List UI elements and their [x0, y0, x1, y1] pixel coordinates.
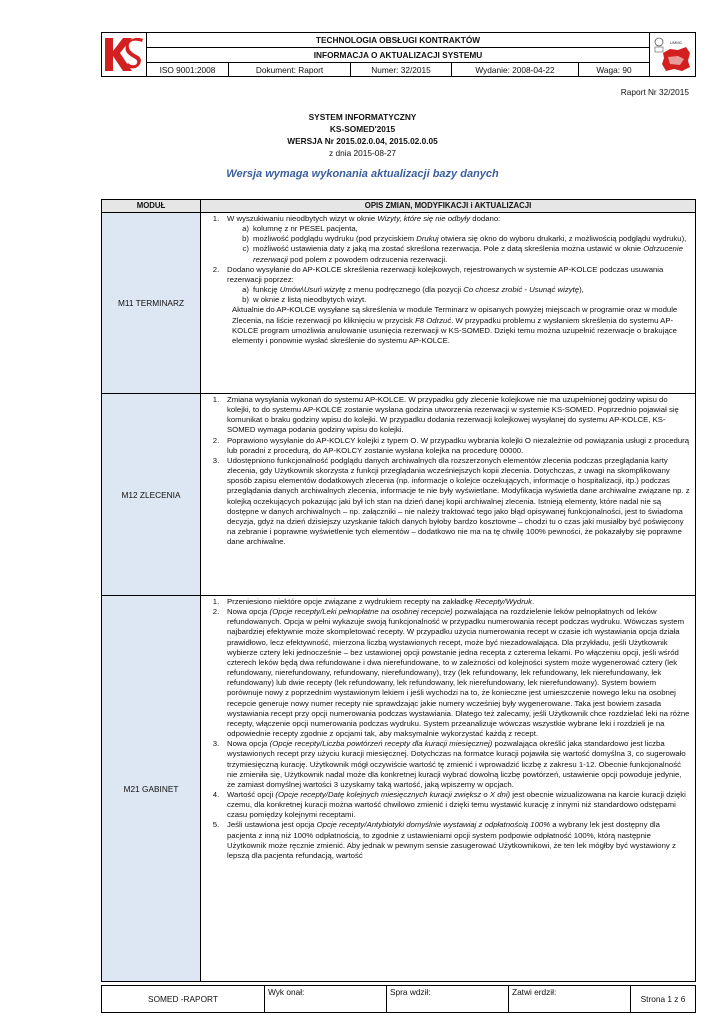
footer-executed-by: Wyk onał:	[265, 986, 387, 1012]
footer-product: SOMED -RAPORT	[102, 986, 265, 1012]
list-item: 2. Poprawiono wysyłanie do AP-KOLCY kolejki z typem O. W przypadku wybrania kolejki O niezależnie od powiązania usługi z procedurą lub poradni z procedurą, do AP-KOLCY zostanie wysłana kolejka na procedurę 00000.	[212, 435, 690, 455]
description-m11	[201, 213, 695, 393]
certification-logo	[649, 33, 695, 76]
footer-checked-by: Spra wdził:	[387, 986, 509, 1012]
list-item: 2. Dodano wysyłanie do AP-KOLCE skreślenia rezerwacji kolejkowych, rejestrowanych w systemie AP-KOLCE podczas usuwania rezerwacji poprzez:	[212, 264, 664, 284]
header-meta-row	[147, 63, 649, 77]
changes-table	[101, 199, 696, 982]
description-m12	[201, 394, 695, 595]
document-header	[101, 32, 696, 77]
system-name: SYSTEM INFORMATYCZNY	[308, 112, 417, 122]
list-item: 2. Nowa opcja (Opcje recepty/Leki pełnopłatne na osobnej recepcie) pozwalająca na rozdzielenie leków pełnopłatnych od leków refundowanych. Opcja w pełni wykazuje swoją funkcjonalność w przypadku numerowania recept podczas wydruku. Wówczas system najbardziej efektywnie może skompletować recepty. W przypadku użycia numerowania recept w czasie ich wystawiania opcja działa prawidłowo, lecz efektywność, mierzona liczbą wystawionych recept, może być niezadowalająca. Dla przykładu, jeśli Użytkownik wybierze cztery leki jednocześnie – bez ustawionej opcji powstanie jedna recepta z czterema lekami. Po włączeniu opcji, jeśli wśród czterech leków będą dwa refundowane i dwa nierefundowane, to w zależności od kolejności system może wygenerować cztery (lek refundowany, nierefundowany, refundowany, nierefundowany), trzy (lek refundowany, lek refundowany, lek nierefundowany, lek refundowany) lub dwie recepty (lek refundowany, lek refundowany, lek nierefundowany, lek nierefundowany). System bowiem porównuje nowy z poprzednim wystawionym lekiem i jeśli wychodzi na to, że konieczne jest umieszczenie nowego leku na osobnej recepcie generuje nowy numer recepty nie sprawdzając jakie numery wcześniej były wygenerowane. Taka jest bowiem zasada wystawiania recept przy opcji numerowania podczas wystawiania. Dlatego też zalecamy, jeśli Użytkownik chce rozdzielać leki na różne recepty, włączenie opcji numerowania podczas wydruku. System przeanalizuje wówczas wszystkie wybrane leki i rozdzieli je na odpowiednie recepty zgodnie z opcjami tak, aby maksymalnie wykorzystać każdą z recept.	[212, 607, 690, 739]
db-update-notice: Wersja wymaga wykonania aktualizacji bazy danych	[226, 168, 499, 180]
description-m21	[201, 596, 695, 981]
list-item: 1. Przeniesiono niektóre opcje związane z wydrukiem recepty na zakładkę Recepty/Wydruk.	[212, 597, 535, 606]
sub-item: c) możliwość ustawienia daty z jaką ma zostać skreślona rezerwacja. Pole z datą skreślenia można ustawić w oknie Odrzucenie rezerwacji pod polem z powodem odrzucenia rezerwacji.	[242, 244, 683, 264]
header-iso: ISO 9001:2008	[147, 63, 229, 77]
table-row-m21	[102, 596, 695, 981]
system-version: WERSJA Nr 2015.02.0.04, 2015.02.0.05	[287, 136, 438, 146]
list-item: 4. Wartość opcji (Opcje recepty/Datę kolejnych miesięcznych kuracji zwiększ o X dni) jest obecnie wizualizowana na karcie kuracji dzięki czemu, dla konkretnej kuracji można wartość chwilowo zmienić i dzięki temu wystawić kurację z innymi niż standardowo odstępami czasu pomiędzy kolejnymi receptami.	[212, 789, 686, 820]
header-issue: Wydanie: 2008-04-22	[452, 63, 579, 77]
list-item: 1. W wyszukiwaniu nieodbytych wizyt w oknie Wizyty, które się nie odbyły dodano:	[212, 214, 501, 223]
paragraph: Aktualnie do AP-KOLCE wysyłane są skreślenia w module Terminarz w opisanych powyżej miejscach w programie oraz w module Zlecenia, na liście rezerwacji po kliknięciu w przycisk F8 Odrzuć. W przypadku problemu z wysłaniem skreślenia do systemu AP-KOLCE program umożliwia anulowanie usunięcia rezerwacji w KS-SOMED. Dzięki temu można uzupełnić rezerwacje o brakujące elementy i ponownie wysłać skreślenie do systemu AP-KOLCE.	[232, 305, 678, 345]
ks-logo	[102, 33, 147, 76]
certification-logo-text: UMMC	[670, 40, 683, 45]
document-footer	[101, 985, 696, 1013]
report-number: Raport Nr 32/2015	[620, 87, 689, 97]
module-m21: M21 GABINET	[102, 596, 201, 981]
system-date: z dnia 2015-08-27	[329, 148, 396, 158]
header-document: Dokument: Raport	[229, 63, 351, 77]
list-item: 3. Udostępniono funkcjonalność podglądu danych archiwalnych dla rozszerzonych elementów zlecenia podczas przeglądania karty zlecenia, gdy Użytkownik skorzysta z funkcji przeglądania wcześniejszych kopii zlecenia. Dotychczas, z uwagi na skomplikowany sposób zapisu elementów dodatkowych zlecenia (np. informacje o kolejce oczekujących, informacje o hospitalizacji, itp.) podczas przeglądania danych archiwalnych zlecenia, informacje te nie były wyświetlane. Modyfikacja wyświetla dane archiwalne związane np. z kolejką oczekujących pokazując jaki był ich stan na dzień danej kopii archiwalnej zlecenia. Istnieją elementy, które nadal nie są dostępne w danych archiwalnych – np. załączniki – nie należy traktować tego jako błąd opisywanej funkcjonalności, jest to świadoma decyzja, gdyż na dzień dzisiejszy uzyskanie takich danych byłoby bardzo kosztowne – chodzi tu o czas jaki musiałby być poświęcony na zebranie i poprawne wyświetlenie tych elementów – dodatkowo nie ma na tę chwilę 100% pewności, że pokazałyby się poprawne dane archiwalne.	[212, 455, 690, 547]
header-info	[147, 33, 649, 76]
header-title: TECHNOLOGIA OBSŁUGI KONTRAKTÓW	[147, 33, 649, 48]
list-item: 1. Zmiana wysyłania wykonań do systemu AP-KOLCE. W przypadku gdy zlecenie kolejkowe nie ma uzupełnionej godziny wpisu do kolejki, to do systemu AP-KOLCE zostanie wysłana godzina utworzenia rezerwacji w systemie KS-SOMED. Poprzednio pojawiał się komunikat o braku godziny wpisu do kolejki. W przypadku dodania rezerwacji kolejkowej wysyłanej do systemu AP-KOLCE, KS-SOMED wymaga podania godziny wpisu do kolejki.	[212, 395, 679, 435]
sub-item: b) w oknie z listą nieodbytych wizyt.	[242, 295, 367, 305]
table-row-m12	[102, 394, 695, 596]
table-header	[102, 200, 695, 213]
header-number: Numer: 32/2015	[351, 63, 452, 77]
column-module: MODUŁ	[102, 200, 201, 212]
sub-item: b) możliwość podglądu wydruku (pod przyciskiem Drukuj otwiera się okno do wyboru drukarki, z możliwością podglądu wydruku),	[242, 234, 687, 244]
column-description: OPIS ZMIAN, MODYFIKACJI i AKTUALIZACJI	[201, 200, 695, 212]
footer-approved-by: Zatwi erdził:	[509, 986, 631, 1012]
sub-item: a) funkcję Umów\Usuń wizytę z menu podręcznego (dla pozycji Co chcesz zrobić - Usunąć wizytę),	[242, 285, 584, 295]
sub-item: a) kolumnę z nr PESEL pacjenta,	[242, 224, 358, 234]
header-weight: Waga: 90	[596, 65, 632, 75]
system-product: KS-SOMED'2015	[329, 124, 396, 134]
header-subtitle: INFORMACJA O AKTUALIZACJI SYSTEMU	[147, 48, 649, 63]
list-item: 5. Jeśli ustawiona jest opcja Opcje recepty/Antybiotyki domyślnie wystawiaj z odpłatnością 100% a wybrany lek jest dostępny dla pacjenta z inną niż 100% odpłatnością, to zgodnie z ustawieniami opcji system podpowie odpłatność 100%, którą następnie Użytkownik może ręcznie zmienić. Aby jednak w pewnym sensie zasugerować Użytkownikowi, że ten lek mógłby być wystawiony z lepszą dla pacjenta refundacją, wartość	[212, 820, 676, 860]
module-m11: M11 TERMINARZ	[102, 213, 201, 393]
table-row-m11	[102, 213, 695, 394]
footer-page-number: Strona 1 z 6	[640, 994, 686, 1004]
list-item: 3. Nowa opcja (Opcje recepty/Liczba powtórzeń recepty dla kuracji miesięcznej) pozwalająca określić jaka standardowo jest liczba wystawionych recept przy użyciu kuracji miesięcznej. Dotychczas na formatce kuracji pojawiła się wartość domyślna 3, co sugerowało trzymiesięczną kurację. Użytkownik mógł oczywiście wartość tę zmienić i wprowadzić liczbę z zakresu 1-12. Obecnie funkcjonalność nie zmieniła się, Użytkownik nadal może dla konkretnej kuracji wybrać dowolną liczbę powtórzeń, ustawienie opcji powoduje jedynie, że zamiast domyślnej wartości 3 uzyskamy taką wartość, jaką wpiszemy w opcjach.	[212, 739, 686, 789]
module-m12: M12 ZLECENIA	[102, 394, 201, 595]
